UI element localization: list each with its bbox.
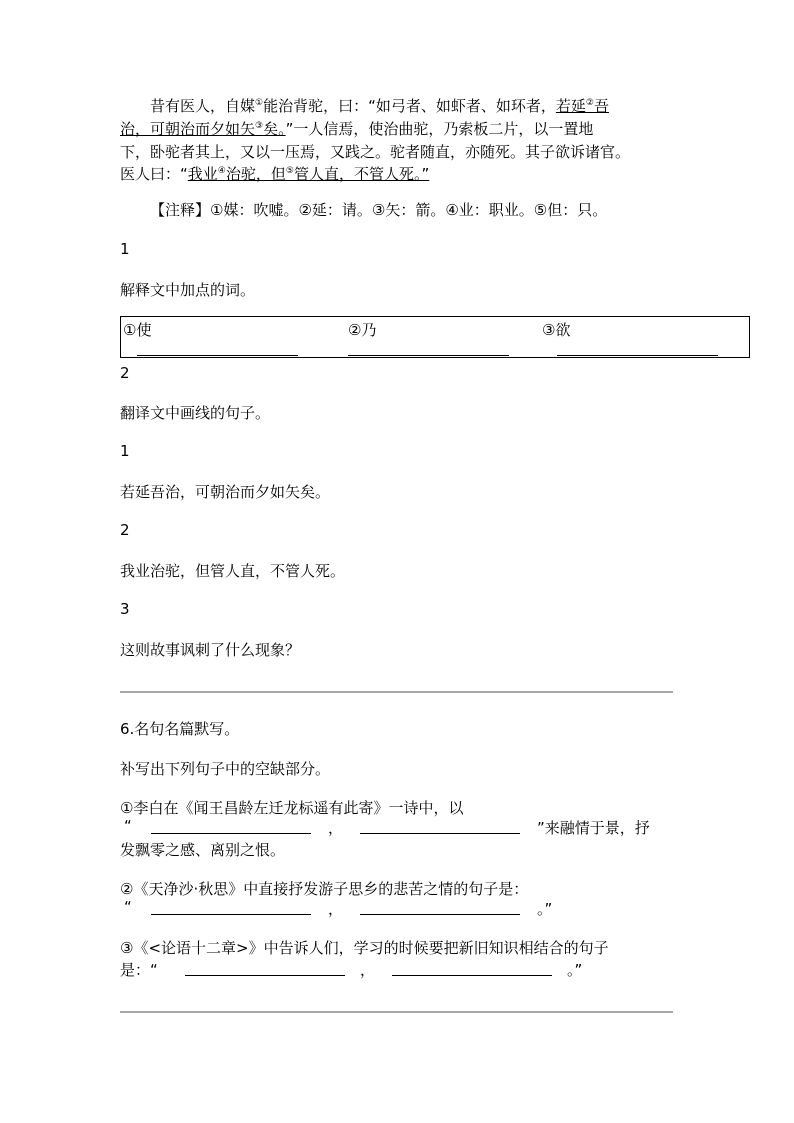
- passage-text: 若延: [555, 97, 586, 115]
- question-6-instruction: 补写出下列句子中的空缺部分。: [120, 760, 331, 778]
- sub-question-number: 2: [120, 521, 130, 539]
- fill-blank[interactable]: [360, 833, 520, 834]
- item-3-comma: ，: [360, 961, 376, 979]
- passage-line-2: [120, 119, 593, 139]
- underlined-sentence-1: [556, 97, 609, 115]
- item-1-text: ①李白在《闻王昌龄左迁龙标遥有此寄》一诗中，以: [120, 799, 464, 817]
- passage-text: 吾: [593, 97, 609, 115]
- footnote-marker: ④: [217, 166, 226, 176]
- footnote-marker: ③: [255, 121, 264, 131]
- question-1-number: 1: [120, 240, 130, 258]
- divider: [120, 1011, 673, 1013]
- passage-line-3: 下，卧驼者其上，又以一压焉，又践之。驼者随直，亦随死。其子欲诉诸官。: [120, 143, 631, 161]
- passage-text: ”一人信焉，使治曲驼，乃索板二片，以一置地: [285, 120, 594, 138]
- sub-question-text: 若延吾治，可朝治而夕如矢矣。: [120, 483, 331, 501]
- underlined-sentence-2: [188, 165, 429, 183]
- passage-text: 治，可朝治而夕如矢: [120, 120, 256, 138]
- passage-line-4: [120, 164, 429, 184]
- passage-text: 昔有医人，自媒: [150, 97, 256, 115]
- table-cell-label: ③欲: [542, 321, 571, 339]
- sub-question-number: 1: [120, 442, 130, 460]
- passage-text: ”: [421, 165, 430, 183]
- answer-table: [120, 316, 750, 358]
- passage-text: 治驼，但: [225, 165, 286, 183]
- passage-text: 矣。: [263, 120, 286, 138]
- item-1-text-end: ”来融情于景，抒: [537, 819, 650, 837]
- footnote-marker: ①: [255, 98, 264, 108]
- question-6-title: 6.名句名篇默写。: [120, 720, 240, 738]
- item-2-text: ②《天净沙·秋思》中直接抒发游子思乡的悲苦之情的句子是：: [120, 880, 529, 898]
- passage-text: 管人直，不管人死。: [293, 165, 422, 183]
- fill-blank[interactable]: [151, 914, 311, 915]
- question-1-prompt: 解释文中加点的词。: [120, 281, 256, 299]
- question-3-number: 3: [120, 600, 130, 618]
- divider: [120, 691, 673, 693]
- answer-blank[interactable]: [348, 355, 509, 356]
- table-cell-label: ①使: [123, 321, 152, 339]
- notes: 【注释】①媒：吹嘘。②延：请。③矢：箭。④业：职业。⑤但：只。: [150, 201, 608, 219]
- item-2-end: 。”: [537, 900, 553, 918]
- sub-question-text: 我业治驼，但管人直，不管人死。: [120, 562, 346, 580]
- question-3-prompt: 这则故事讽刺了什么现象？: [120, 641, 301, 659]
- passage-line-1: [150, 96, 609, 116]
- item-3-text-cont: 是：“: [120, 961, 158, 979]
- fill-blank[interactable]: [151, 833, 311, 834]
- passage-text: 我业: [187, 165, 218, 183]
- passage-text: 医人曰：“: [120, 165, 188, 183]
- footnote-marker: ⑤: [285, 166, 294, 176]
- answer-blank[interactable]: [137, 355, 298, 356]
- fill-blank[interactable]: [392, 975, 552, 976]
- item-3-end: 。”: [567, 961, 583, 979]
- question-2-prompt: 翻译文中画线的句子。: [120, 404, 271, 422]
- fill-blank[interactable]: [360, 914, 520, 915]
- fill-blank[interactable]: [185, 975, 345, 976]
- item-2-quote-open: “: [124, 898, 132, 916]
- passage-text: 能治背驼，曰：“如弓者、如虾者、如环者，: [263, 97, 556, 115]
- item-2-comma: ，: [328, 900, 344, 918]
- item-1-quote-open: “: [124, 817, 132, 835]
- question-2-number: 2: [120, 364, 130, 382]
- item-1-text-cont: 发飘零之感、离别之恨。: [120, 841, 286, 859]
- answer-blank[interactable]: [557, 355, 718, 356]
- item-3-text: ③《<论语十二章>》中告诉人们，学习的时候要把新旧知识相结合的句子: [120, 939, 609, 957]
- underlined-sentence-1-cont: [120, 120, 286, 138]
- table-cell-label: ②乃: [348, 321, 377, 339]
- item-1-comma: ，: [328, 819, 344, 837]
- footnote-marker: ②: [585, 98, 594, 108]
